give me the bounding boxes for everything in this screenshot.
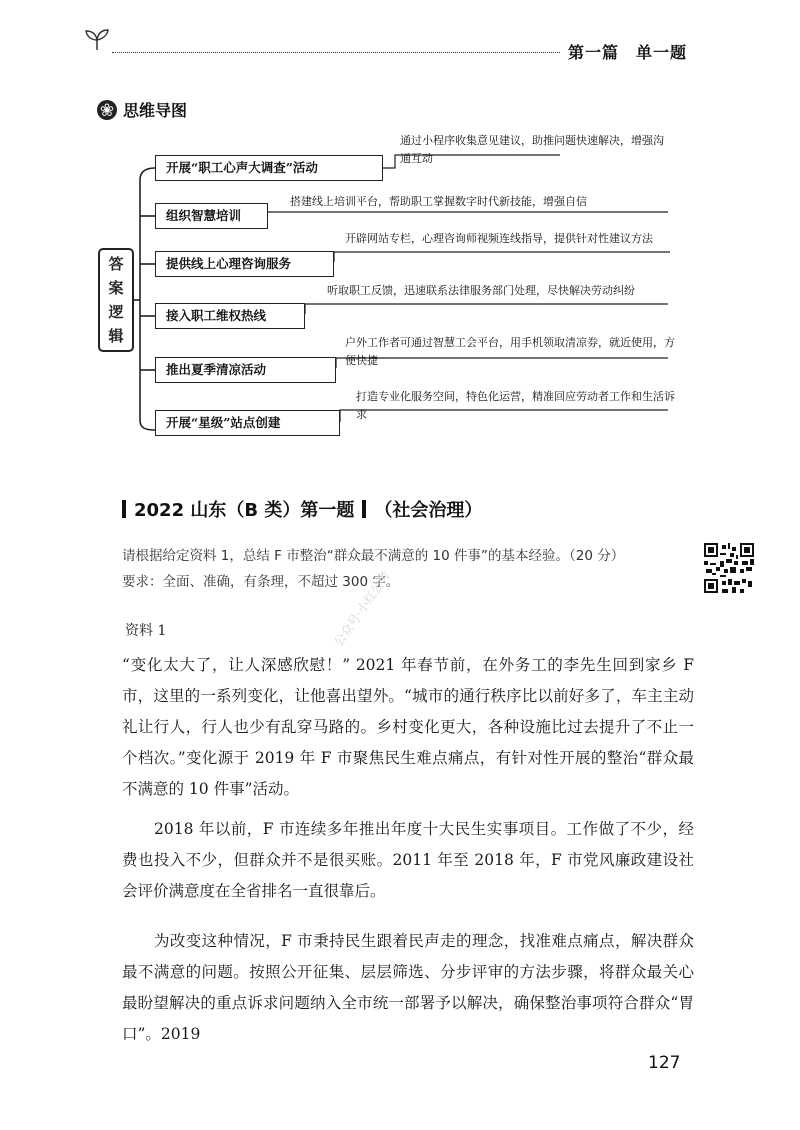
material-paragraph: 为改变这种情况，F 市秉持民生跟着民声走的理念，找准难点痛点，解决群众最不满意的问题。按照公开征集、层层筛选、分步评审的方法步骤，将群众最关心最盼望解决的重点诉求问题纳入全市统一部署予以解决，确保整治事项符合群众“胃口”。2019: [122, 932, 694, 1043]
branch-note: 通过小程序收集意见建议，助推问题快速解决，增强沟通互动: [400, 134, 664, 165]
qr-code-icon: [704, 543, 754, 593]
material-paragraph: 2018 年以前，F 市连续多年推出年度十大民生实事项目。工作做了不少，经费也投入不少，但群众并不是很买账。2011 年至 2018 年，F 市党风廉政建设社会评价满意度在全省排名一直很靠后。: [122, 820, 694, 900]
branch-box: 开展“职工心声大调查”活动: [155, 155, 383, 181]
page-number: 127: [648, 1053, 681, 1073]
root-char: 辑: [108, 327, 124, 345]
watermark: 公众号·小红公考: [331, 568, 394, 649]
branch-note: 户外工作者可通过智慧工会平台，用手机领取清凉券，就近使用，方便快捷: [345, 336, 675, 367]
root-char: 逻: [108, 303, 124, 321]
mindmap-root: [98, 248, 134, 352]
mindmap-title: 思维导图: [123, 101, 188, 120]
branch-box: 开展“星级”站点创建: [155, 410, 340, 436]
exam-requirement: 要求：全面、准确，有条理，不超过 300 字。: [122, 574, 400, 590]
branch-note: 开辟网站专栏，心理咨询师视频连线指导，提供针对性建议方法: [345, 232, 653, 245]
exam-heading-tag: （社会治理）: [374, 500, 483, 521]
heading-bar: [122, 500, 126, 518]
root-char: 案: [108, 279, 124, 297]
exam-question-block: [122, 543, 692, 595]
heading-bar: [362, 500, 366, 518]
exam-heading-main: 2022 山东（B 类）第一题: [134, 500, 355, 521]
exam-question: 请根据给定资料 1，总结 F 市整治“群众最不满意的 10 件事”的基本经验。（20 分）: [122, 548, 625, 564]
branch-box: 组织智慧培训: [155, 203, 268, 229]
exam-heading: [122, 496, 482, 522]
branch-box: 推出夏季清凉活动: [155, 357, 336, 383]
material-paragraph: “变化太大了，让人深感欣慰！” 2021 年春节前，在外务工的李先生回到家乡 F 市，这里的一系列变化，让他喜出望外。“城市的通行秩序比以前好多了，车主主动礼让行人，行人也少有乱穿马路的。乡村变化更大，各种设施比过去提升了不止一个档次。”变化源于 2019 年 F 市聚焦民生难点痛点，有针对性开展的整治“群众最不满意的 10 件事”活动。: [122, 656, 694, 798]
root-char: 答: [108, 255, 124, 273]
branch-box: 接入职工维权热线: [155, 303, 305, 329]
branch-note: 打造专业化服务空间，特色化运营，精准回应劳动者工作和生活诉求: [356, 390, 675, 421]
branch-note: 搭建线上培训平台，帮助职工掌握数字时代新技能，增强自信: [290, 195, 587, 208]
branch-note: 听取职工反馈，迅速联系法律服务部门处理，尽快解决劳动纠纷: [327, 284, 635, 297]
header-title: 第一篇 单一题: [568, 43, 688, 62]
branch-box: 提供线上心理咨询服务: [155, 251, 334, 277]
material-label: 资料 1: [125, 623, 167, 639]
